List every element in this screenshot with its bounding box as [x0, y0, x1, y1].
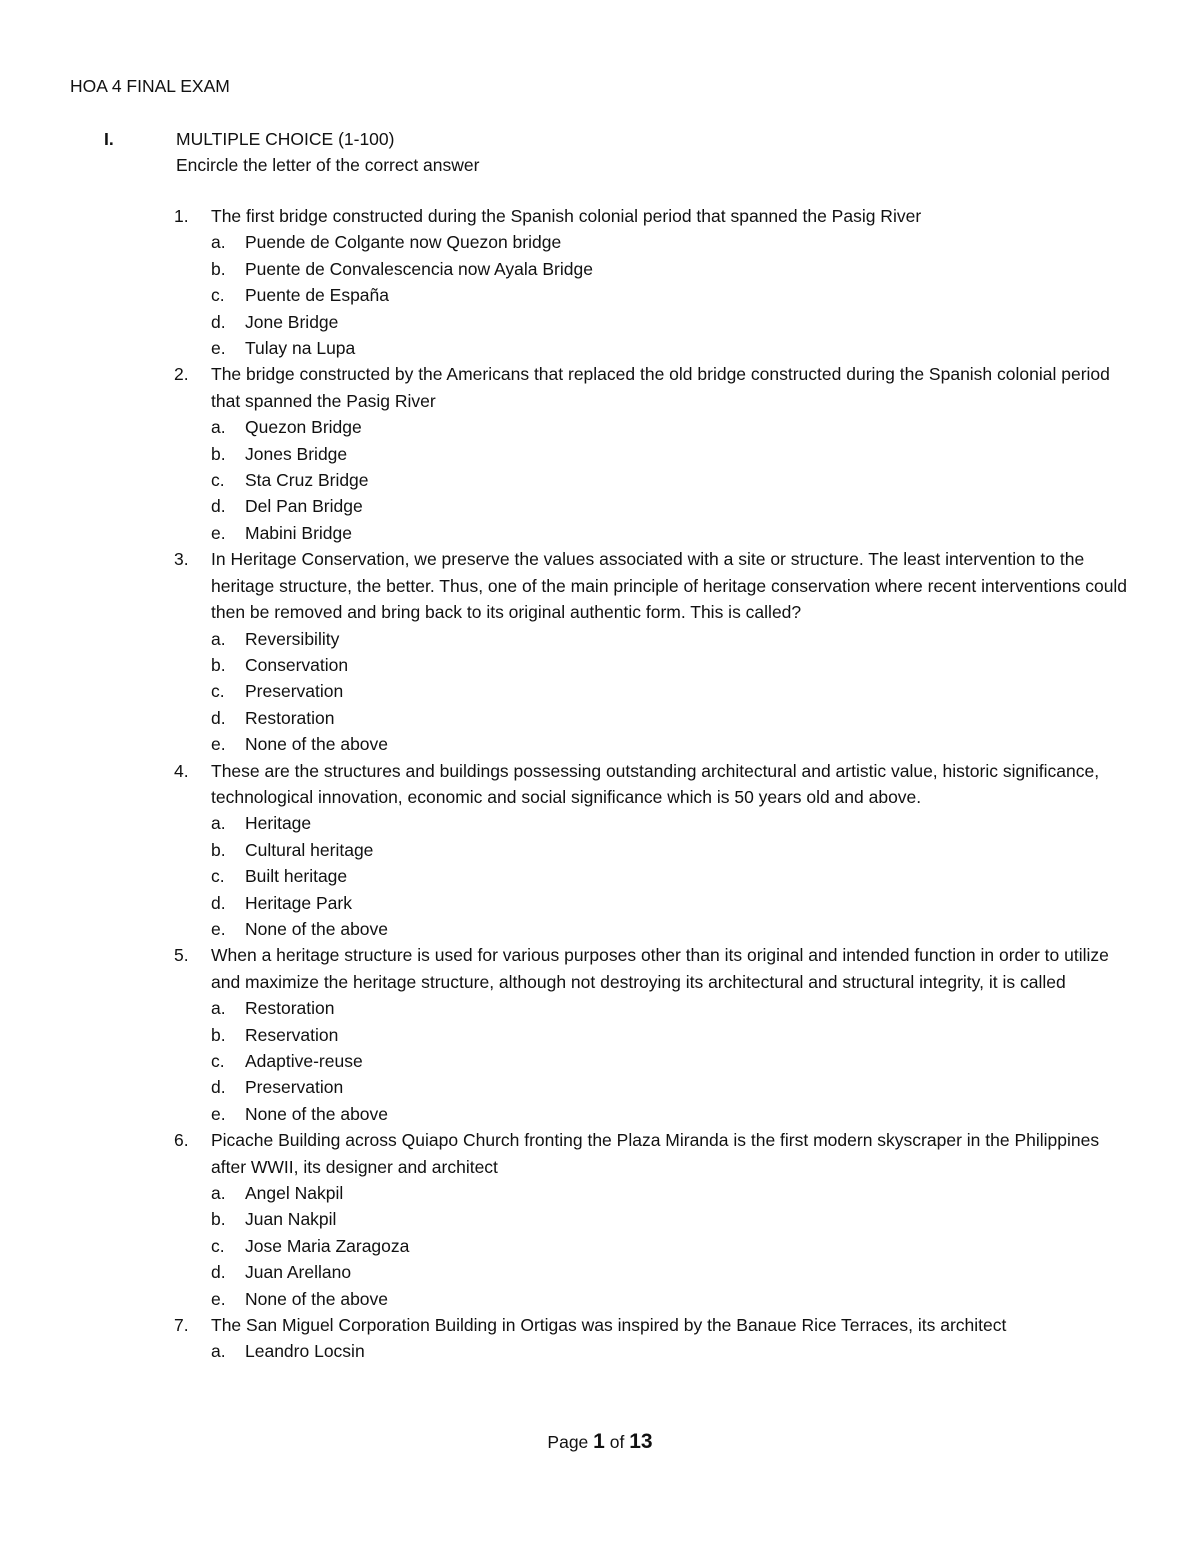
choice-letter: d.	[211, 1077, 226, 1098]
answer-choice	[211, 1206, 1134, 1232]
choice-text: Reversibility	[245, 628, 340, 649]
answer-choice	[211, 493, 1134, 519]
answer-choice	[211, 626, 1134, 652]
answer-choice	[211, 229, 1134, 255]
choice-text: Preservation	[245, 1077, 344, 1098]
question-number: 6.	[174, 1130, 189, 1151]
choice-letter: a.	[211, 628, 226, 649]
choice-letter: c.	[211, 866, 225, 887]
question-number: 5.	[174, 945, 189, 966]
question-text: These are the structures and buildings possessing outstanding architectural and artistic value, historic significance, technological innovation, economic and social significance which is 50 years old and above.	[211, 760, 1100, 807]
choice-letter: d.	[211, 1262, 226, 1283]
choice-text: Tulay na Lupa	[245, 338, 356, 359]
question-number: 1.	[174, 206, 189, 226]
choice-text: Sta Cruz Bridge	[245, 470, 369, 491]
choice-letter: a.	[211, 998, 226, 1019]
question-text: Picache Building across Quiapo Church fronting the Plaza Miranda is the first modern skyscraper in the Philippines after WWII, its designer and architect	[211, 1130, 1100, 1177]
choice-text: None of the above	[245, 1103, 389, 1124]
answer-choice	[211, 1286, 1134, 1312]
choice-text: Mabini Bridge	[245, 522, 352, 543]
choice-text: Puente de Convalescencia now Ayala Bridge	[245, 258, 593, 279]
choice-letter: b.	[211, 1024, 226, 1045]
choice-text: Puente de España	[245, 285, 390, 306]
answer-choice	[211, 467, 1134, 493]
answer-choice	[211, 441, 1134, 467]
choice-letter: a.	[211, 1183, 226, 1204]
choice-list	[174, 810, 1134, 942]
question-number: 7.	[174, 1315, 189, 1336]
choice-letter: b.	[211, 258, 226, 279]
choice-letter: b.	[211, 654, 226, 675]
question-text: When a heritage structure is used for various purposes other than its original and intended function in order to utilize and maximize the heritage structure, although not destroying its architectural and structural integrity, it is called	[211, 945, 1109, 992]
question-number: 4.	[174, 760, 189, 781]
of-label: of	[609, 1432, 625, 1452]
answer-choice	[211, 1074, 1134, 1100]
choice-letter: c.	[211, 1051, 225, 1071]
answer-choice	[211, 890, 1134, 916]
choice-letter: e.	[211, 338, 226, 359]
question-item	[174, 546, 1134, 757]
question-item	[174, 1312, 1134, 1365]
answer-choice	[211, 1101, 1134, 1127]
choice-letter: e.	[211, 1288, 226, 1309]
section-instruction: Encircle the letter of the correct answer	[176, 155, 480, 175]
question-text: The bridge constructed by the Americans that replaced the old bridge constructed during the Spanish colonial period that spanned the Pasig River	[211, 364, 1110, 411]
choice-text: Leandro Locsin	[245, 1341, 365, 1362]
choice-letter: a.	[211, 232, 226, 253]
question-text: In Heritage Conservation, we preserve the values associated with a site or structure. The least intervention to the heritage structure, the better. Thus, one of the main principle of heritage conservation where recent interventions could then be removed and bring back to its original authentic form. This is called?	[211, 549, 1128, 623]
choice-text: Reservation	[245, 1024, 339, 1045]
section-number: I.	[104, 129, 114, 149]
answer-choice	[211, 335, 1134, 361]
choice-text: Cultural heritage	[245, 839, 374, 860]
section-title: MULTIPLE CHOICE (1-100)	[176, 129, 395, 149]
choice-letter: e.	[211, 522, 226, 543]
question-number: 3.	[174, 549, 189, 570]
answer-choice	[211, 1022, 1134, 1048]
choice-text: Puende de Colgante now Quezon bridge	[245, 232, 562, 253]
question-list	[174, 203, 1134, 1365]
choice-letter: a.	[211, 813, 226, 834]
choice-letter: e.	[211, 734, 226, 755]
choice-letter: e.	[211, 918, 226, 939]
choice-letter: c.	[211, 681, 225, 702]
question-text: The San Miguel Corporation Building in Ortigas was inspired by the Banaue Rice Terraces, its architect	[211, 1315, 1007, 1336]
choice-list	[174, 995, 1134, 1127]
answer-choice	[211, 678, 1134, 704]
choice-text: Quezon Bridge	[245, 417, 362, 438]
answer-choice	[211, 810, 1134, 836]
answer-choice	[211, 916, 1134, 942]
answer-choice	[211, 282, 1134, 308]
answer-choice	[211, 863, 1134, 889]
choice-text: Preservation	[245, 681, 344, 702]
page-label: Page	[547, 1432, 589, 1452]
choice-list	[174, 626, 1134, 758]
choice-list	[174, 1180, 1134, 1312]
choice-text: Heritage	[245, 813, 312, 834]
choice-letter: c.	[211, 470, 225, 491]
choice-list	[174, 1338, 1134, 1364]
answer-choice	[211, 731, 1134, 757]
choice-letter: c.	[211, 285, 225, 306]
question-item	[174, 758, 1134, 943]
choice-letter: a.	[211, 1341, 226, 1362]
answer-choice	[211, 1048, 1134, 1074]
choice-letter: a.	[211, 417, 226, 438]
choice-text: Conservation	[245, 654, 349, 675]
choice-letter: b.	[211, 443, 226, 464]
choice-text: Built heritage	[245, 866, 348, 887]
answer-choice	[211, 520, 1134, 546]
question-item	[174, 1127, 1134, 1312]
choice-letter: d.	[211, 311, 226, 332]
answer-choice	[211, 652, 1134, 678]
choice-text: Angel Nakpil	[245, 1183, 344, 1204]
choice-text: None of the above	[245, 918, 389, 939]
question-item	[174, 361, 1134, 546]
document-title: HOA 4 FINAL EXAM	[70, 76, 230, 96]
page-current: 1	[593, 1430, 605, 1453]
choice-text: None of the above	[245, 1288, 389, 1309]
choice-text: Adaptive-reuse	[245, 1051, 363, 1071]
choice-text: None of the above	[245, 734, 389, 755]
answer-choice	[211, 705, 1134, 731]
choice-text: Restoration	[245, 998, 335, 1019]
answer-choice	[211, 309, 1134, 335]
question-item	[174, 942, 1134, 1127]
choice-text: Restoration	[245, 707, 335, 728]
choice-text: Jose Maria Zaragoza	[245, 1235, 410, 1256]
choice-letter: b.	[211, 1209, 226, 1230]
choice-letter: e.	[211, 1103, 226, 1124]
answer-choice	[211, 256, 1134, 282]
choice-text: Jone Bridge	[245, 311, 339, 332]
choice-list	[174, 229, 1134, 361]
choice-letter: c.	[211, 1235, 225, 1256]
choice-letter: d.	[211, 892, 226, 913]
answer-choice	[211, 1259, 1134, 1285]
choice-text: Juan Nakpil	[245, 1209, 337, 1230]
answer-choice	[211, 1338, 1134, 1364]
choice-letter: b.	[211, 839, 226, 860]
question-item	[174, 203, 1134, 361]
choice-letter: d.	[211, 707, 226, 728]
choice-list	[174, 414, 1134, 546]
choice-letter: d.	[211, 496, 226, 517]
section-header	[104, 126, 1144, 178]
answer-choice	[211, 1233, 1134, 1259]
choice-text: Jones Bridge	[245, 443, 348, 464]
answer-choice	[211, 1180, 1134, 1206]
question-number: 2.	[174, 364, 189, 385]
choice-text: Juan Arellano	[245, 1262, 352, 1283]
answer-choice	[211, 995, 1134, 1021]
page-total: 13	[629, 1430, 653, 1453]
answer-choice	[211, 414, 1134, 440]
choice-text: Heritage Park	[245, 892, 352, 913]
choice-text: Del Pan Bridge	[245, 496, 363, 517]
answer-choice	[211, 837, 1134, 863]
question-text: The first bridge constructed during the Spanish colonial period that spanned the Pasig River	[211, 206, 922, 226]
page-footer	[0, 1430, 1200, 1454]
